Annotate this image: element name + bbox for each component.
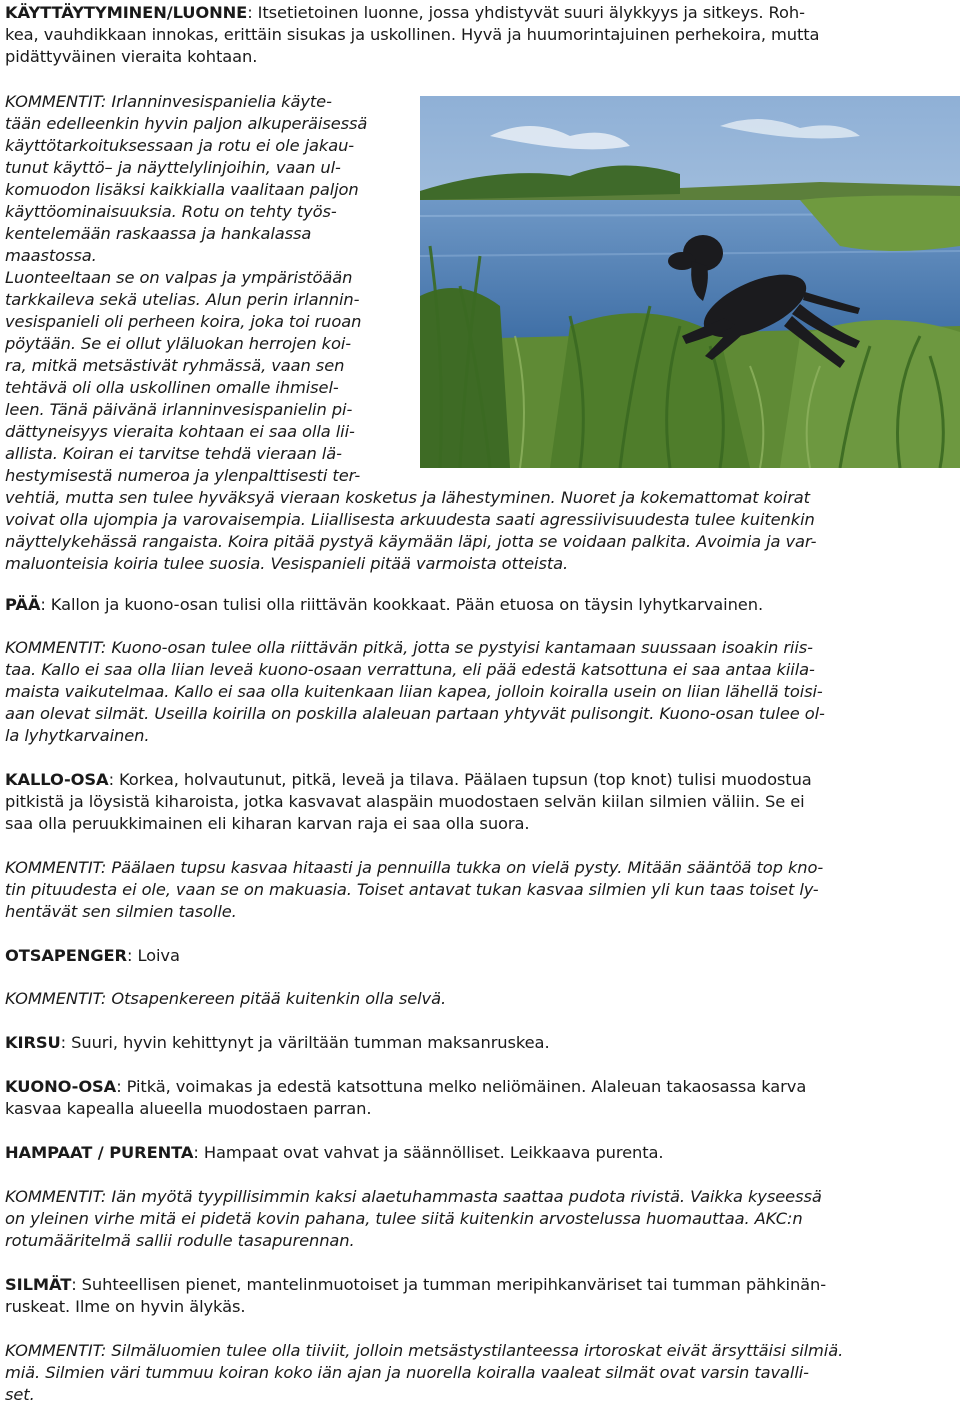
comment-skull-line-1: KOMMENTIT: Päälaen tupsu kasvaa hitaasti ja pennuilla tukka on vielä pysty. Mitään sääntöä top kno-: [5, 858, 824, 877]
section-muzzle-line-1: KUONO-OSA: Pitkä, voimakas ja edestä katsottuna melko neliömäinen. Alaleuan takaosassa karva: [5, 1077, 807, 1096]
section-head-line-1: PÄÄ: Kallon ja kuono-osan tulisi olla riittävän kookkaat. Pään etuosa on täysin lyhytkarvainen.: [5, 595, 764, 614]
section-skull-line-2: pitkistä ja löysistä kiharoista, jotka kasvavat alaspäin muodostaen selvän kiilan silmien väliin. Se ei: [5, 792, 805, 811]
comment-usage-line-17: allista. Koiran ei tarvitse tehdä vieraan lä-: [5, 444, 342, 463]
comment-head-line-1: KOMMENTIT: Kuono-osan tulee olla riittävän pitkä, jotta se pystyisi kantamaan suussaan isoakin riis-: [5, 638, 813, 657]
comment-usage-line-18: hestymisestä numeroa ja ylenpalttisesti ter-: [5, 466, 361, 485]
section-label-head: PÄÄ: [5, 595, 41, 614]
comment-usage-line-5: komuodon lisäksi kaikkialla vaalitaan paljon: [5, 180, 359, 199]
section-label-skull: KALLO-OSA: [5, 770, 109, 789]
section-label-nose: KIRSU: [5, 1033, 61, 1052]
comment-head-line-2: taa. Kallo ei saa olla liian leveä kuono-osaan verrattuna, eli pää edestä katsottuna ei saa antaa kiila-: [5, 660, 815, 679]
section-nose-line-1: KIRSU: Suuri, hyvin kehittynyt ja väriltään tumman maksanruskea.: [5, 1033, 550, 1052]
comment-usage-line-21: näyttelykehässä rangaista. Koira pitää pystyä käymään läpi, jotta se voidaan palkita. Avoimia ja var-: [5, 532, 817, 551]
comment-usage-line-9: Luonteeltaan se on valpas ja ympäristöään: [5, 268, 353, 287]
comment-usage-line-19: vehtiä, mutta sen tulee hyväksyä vieraan kosketus ja lähestyminen. Nuoret ja kokemattomat koirat: [5, 488, 810, 507]
comment-usage-line-20: voivat olla ujompia ja varovaisempia. Liiallisesta arkuudesta saati agressiivisuudesta tulee kuitenkin: [5, 510, 815, 529]
comment-usage-line-16: dättyneisyys vieraita kohtaan ei saa olla lii-: [5, 422, 355, 441]
comment-usage-line-4: tunut käyttö– ja näyttelylinjoihin, vaan ul-: [5, 158, 341, 177]
comment-eyes-line-1: KOMMENTIT: Silmäluomien tulee olla tiiviit, jolloin metsästystilanteessa irtoroskat eivät ärsyttäisi silmiä.: [5, 1341, 844, 1360]
comment-usage-line-7: kentelemään raskaassa ja hankalassa: [5, 224, 312, 243]
comment-usage-line-10: tarkkaileva sekä utelias. Alun perin irlannin-: [5, 290, 360, 309]
section-skull-line-1: KALLO-OSA: Korkea, holvautunut, pitkä, leveä ja tilava. Päälaen tupsun (top knot) tulisi muodostua: [5, 770, 812, 789]
section-temperament-line-3: pidättyväinen vieraita kohtaan.: [5, 47, 258, 66]
comment-usage-line-14: tehtävä oli olla uskollinen omalle ihmisel-: [5, 378, 339, 397]
section-label-stop: OTSAPENGER: [5, 946, 127, 965]
comment-usage-line-12: pöytään. Se ei ollut yläluokan herrojen koi-: [5, 334, 352, 353]
section-temperament-line-2: kea, vauhdikkaan innokas, erittäin sisukas ja uskollinen. Hyvä ja huumorintajuinen perhekoira, mutta: [5, 25, 820, 44]
comment-teeth-line-2: on yleinen virhe mitä ei pidetä kovin pahana, tulee siitä kuitenkin arvostelussa huomauttaa. AKC:n: [5, 1209, 803, 1228]
section-skull-line-3: saa olla peruukkimainen eli kiharan karvan raja ei saa olla suora.: [5, 814, 530, 833]
comment-usage-line-2: tään edelleenkin hyvin paljon alkuperäisessä: [5, 114, 368, 133]
comment-skull-line-3: hentävät sen silmien tasolle.: [5, 902, 237, 921]
section-temperament-line-1: KÄYTTÄYTYMINEN/LUONNE: Itsetietoinen luonne, jossa yhdistyvät suuri älykkyys ja sitkeys. Roh-: [5, 3, 805, 22]
section-label-teeth: HAMPAAT / PURENTA: [5, 1143, 194, 1162]
comment-stop-line-1: KOMMENTIT: Otsapenkereen pitää kuitenkin olla selvä.: [5, 989, 447, 1008]
comment-eyes-line-3: set.: [5, 1385, 35, 1404]
comment-teeth-line-3: rotumääritelmä sallii rodulle tasapurennan.: [5, 1231, 355, 1250]
comment-skull-line-2: tin pituudesta ei ole, vaan se on makuasia. Toiset antavat tukan kasvaa silmien yli kun taas toiset ly-: [5, 880, 819, 899]
section-label-eyes: SILMÄT: [5, 1275, 72, 1294]
comment-usage-line-15: leen. Tänä päivänä irlanninvesispanielin pi-: [5, 400, 353, 419]
section-eyes-line-1: SILMÄT: Suhteellisen pienet, mantelinmuotoiset ja tumman meripihkanväriset tai tumman pähkinän-: [5, 1275, 827, 1294]
comment-usage-line-8: maastossa.: [5, 246, 97, 265]
comment-head-line-3: maista vaikutelmaa. Kallo ei saa olla kuitenkaan liian kapea, jolloin koiralla usein on liian lähellä toisi-: [5, 682, 823, 701]
dog-jumping-photo: [420, 96, 960, 468]
comment-head-line-5: la lyhytkarvainen.: [5, 726, 150, 745]
comment-eyes-line-2: miä. Silmien väri tummuu koiran koko iän ajan ja nuorella koiralla vaaleat silmät ovat varsin tavalli-: [5, 1363, 809, 1382]
comment-usage-line-11: vesispanieli oli perheen koira, joka toi ruoan: [5, 312, 362, 331]
comment-head-line-4: aan olevat silmät. Useilla koirilla on poskilla alaleuan partaan yhtyvät pulisongit. Kuono-osan tulee ol-: [5, 704, 825, 723]
comment-usage-line-3: käyttötarkoituksessaan ja rotu ei ole jakau-: [5, 136, 355, 155]
section-eyes-line-2: ruskeat. Ilme on hyvin älykäs.: [5, 1297, 246, 1316]
section-stop-line-1: OTSAPENGER: Loiva: [5, 946, 180, 965]
section-muzzle-line-2: kasvaa kapealla alueella muodostaen parran.: [5, 1099, 372, 1118]
comment-usage-line-1: KOMMENTIT: Irlanninvesispanielia käyte-: [5, 92, 332, 111]
comment-teeth-line-1: KOMMENTIT: Iän myötä tyypillisimmin kaksi alaetuhammasta saattaa pudota rivistä. Vaikka kyseessä: [5, 1187, 822, 1206]
comment-usage-line-13: ra, mitkä metsästivät ryhmässä, vaan sen: [5, 356, 345, 375]
section-teeth-line-1: HAMPAAT / PURENTA: Hampaat ovat vahvat ja säännölliset. Leikkaava purenta.: [5, 1143, 664, 1162]
section-label-muzzle: KUONO-OSA: [5, 1077, 117, 1096]
comment-usage-line-6: käyttöominaisuuksia. Rotu on tehty työs-: [5, 202, 337, 221]
comment-usage-line-22: maluonteisia koiria tulee suosia. Vesispanieli pitää varmoista otteista.: [5, 554, 569, 573]
section-label-temperament: KÄYTTÄYTYMINEN/LUONNE: [5, 3, 248, 22]
